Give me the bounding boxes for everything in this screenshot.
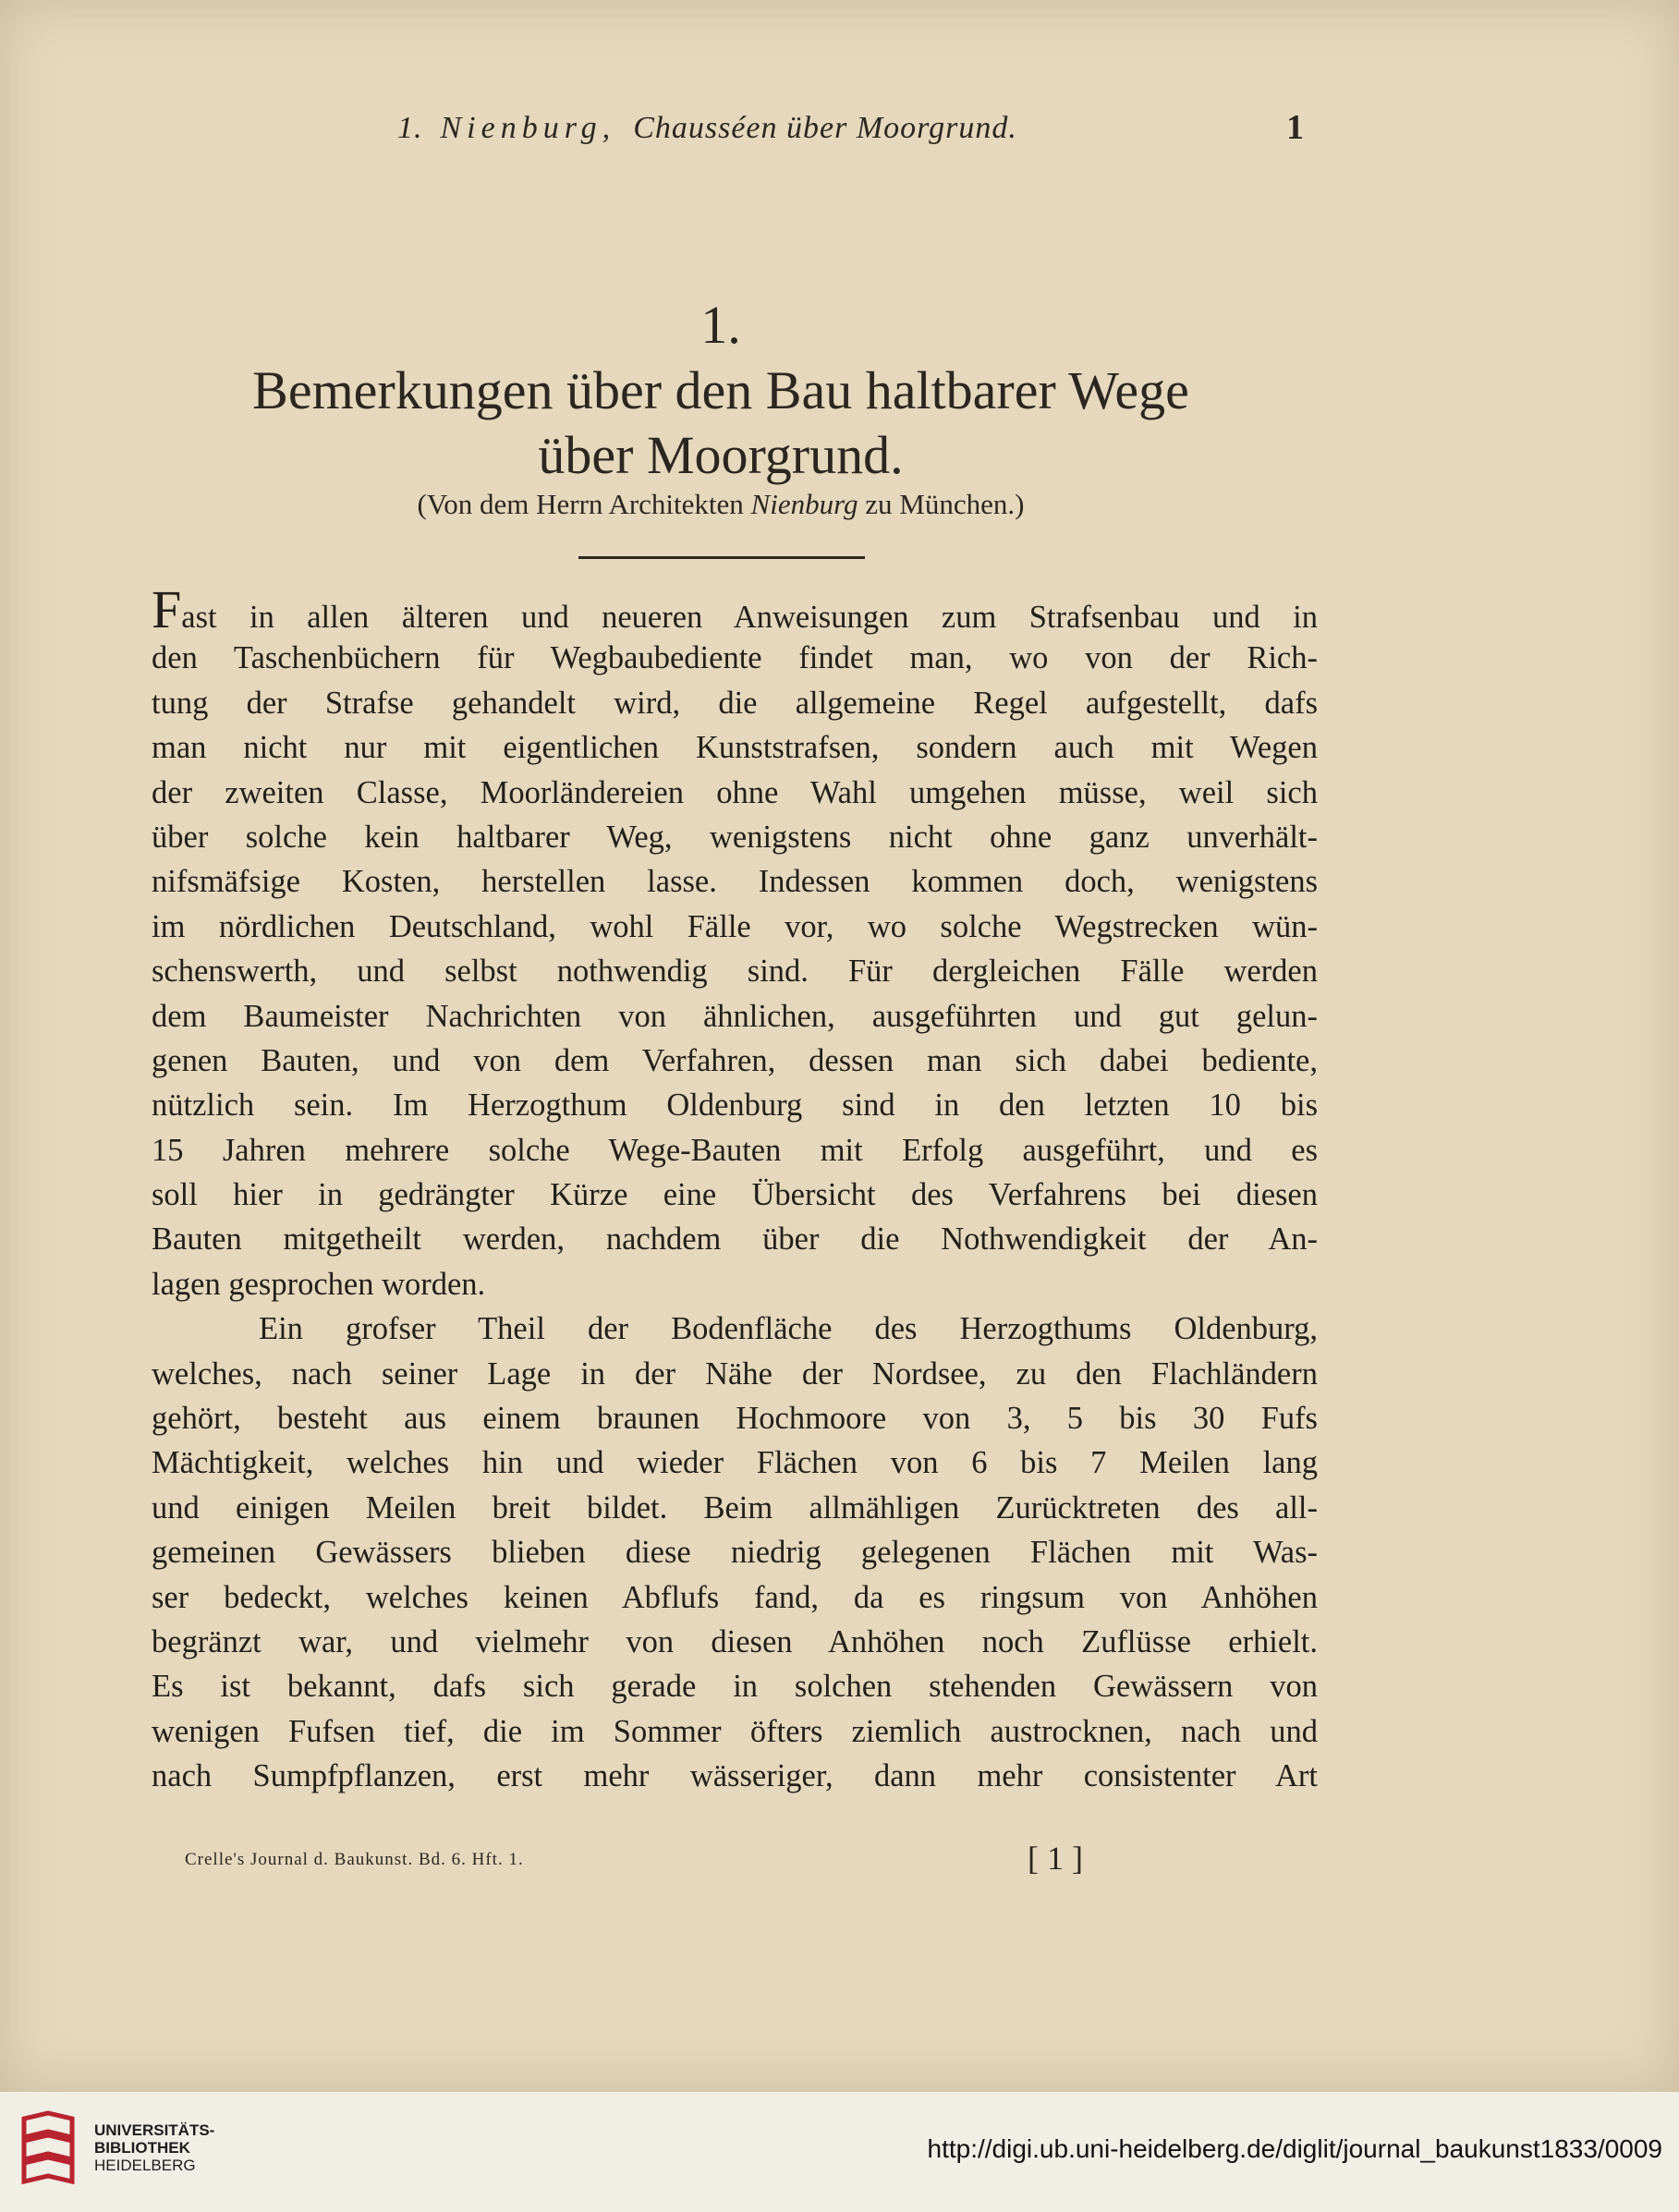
page-number: 1 — [1286, 108, 1304, 147]
text-line-content: tung der Strafse gehandelt wird, die allgemeine Regel aufgestellt, dafs — [152, 685, 1318, 721]
running-head — [397, 111, 1017, 146]
library-name-line-3: HEIDELBERG — [94, 2157, 196, 2174]
text-line-content: Es ist bekannt, dafs sich gerade in solchen stehenden Gewässern von — [152, 1669, 1318, 1705]
text-line-content: man nicht nur mit eigentlichen Kunststrafsen, sondern auch mit Wegen — [152, 730, 1318, 766]
text-line-content: soll hier in gedrängter Kürze eine Übersicht des Verfahrens bei diesen — [152, 1177, 1318, 1213]
text-line-content: lagen gesprochen worden. — [152, 1266, 486, 1302]
text-line — [152, 815, 1318, 859]
text-line — [152, 636, 1318, 680]
text-line — [152, 1217, 1318, 1261]
text-line-content: 15 Jahren mehrere solche Wege-Bauten mit Erfolg ausgeführt, und es — [152, 1132, 1318, 1168]
text-line — [152, 1039, 1318, 1083]
running-head-author: Nienburg, — [440, 111, 616, 145]
library-logo-icon — [17, 2109, 79, 2191]
text-line-content: Ein grofser Theil der Bodenfläche des Herzogthums Oldenburg, — [259, 1311, 1318, 1347]
byline — [0, 488, 1442, 521]
text-line — [152, 1173, 1318, 1217]
text-line-content: gehört, besteht aus einem braunen Hochmoore von 3, 5 bis 30 Fufs — [152, 1401, 1318, 1437]
text-line — [152, 1396, 1318, 1440]
library-name — [94, 2121, 214, 2174]
text-line — [152, 1530, 1318, 1574]
text-line-content: den Taschenbüchern für Wegbaubediente findet man, wo von der Rich- — [152, 640, 1318, 676]
running-head-subject: Chausséen über Moorgrund. — [633, 111, 1017, 145]
text-line — [152, 1262, 1318, 1307]
text-line-content: nifsmäfsige Kosten, herstellen lasse. Indessen kommen doch, wenigstens — [152, 864, 1318, 900]
text-line-content: wenigen Fufsen tief, die im Sommer öfters ziemlich austrocknen, nach und — [152, 1713, 1318, 1749]
article-title — [0, 359, 1442, 488]
title-line-2: über Moorgrund. — [538, 425, 904, 485]
chapter-number: 1. — [700, 295, 741, 355]
library-name-line-2: BIBLIOTHEK — [94, 2139, 190, 2157]
text-line — [152, 994, 1318, 1039]
text-line-content: ser bedeckt, welches keinen Abflufs fand, da es ringsum von Anhöhen — [152, 1579, 1318, 1615]
library-name-line-1: UNIVERSITÄTS- — [94, 2121, 215, 2139]
text-line-content: im nördlichen Deutschland, wohl Fälle vor, wo solche Wegstrecken wün- — [152, 908, 1318, 944]
text-line-content: nach Sumpfpflanzen, erst mehr wässeriger, dann mehr consistenter Art — [152, 1758, 1318, 1794]
text-line — [152, 1307, 1318, 1351]
text-line-content: über solche kein haltbarer Weg, wenigstens nicht ohne ganz unverhält- — [152, 819, 1318, 855]
title-rule — [578, 556, 865, 559]
text-line-content: und einigen Meilen breit bildet. Beim allmähligen Zurücktreten des all- — [152, 1489, 1318, 1525]
byline-author: Nienburg — [750, 488, 858, 520]
running-head-chapter: 1. — [397, 111, 423, 145]
text-line-content: Bauten mitgetheilt werden, nachdem über die Nothwendigkeit der An- — [152, 1221, 1318, 1258]
text-line — [152, 949, 1318, 993]
text-line — [152, 579, 1318, 639]
text-line — [152, 725, 1318, 770]
byline-suffix: zu München.) — [865, 488, 1025, 520]
text-line — [152, 1440, 1318, 1485]
title-line-1: Bemerkungen über den Bau haltbarer Wege — [252, 360, 1189, 420]
text-line — [152, 771, 1318, 815]
text-line — [152, 1709, 1318, 1754]
text-line — [152, 1754, 1318, 1798]
source-url-link[interactable]: http://digi.ub.uni-heidelberg.de/diglit/journal_baukunst1833/0009 — [927, 2134, 1662, 2163]
text-line — [152, 681, 1318, 725]
text-line-content: der zweiten Classe, Moorländereien ohne Wahl umgehen müsse, weil sich — [152, 774, 1318, 810]
byline-prefix: (Von dem Herrn Architekten — [417, 488, 744, 520]
body-text — [152, 579, 1318, 1799]
text-line — [152, 905, 1318, 949]
text-line-content: begränzt war, und vielmehr von diesen Anhöhen noch Zuflüsse erhielt. — [152, 1623, 1318, 1659]
text-line — [152, 1575, 1318, 1620]
text-line-content: nützlich sein. Im Herzogthum Oldenburg sind in den letzten 10 bis — [152, 1088, 1318, 1124]
text-line-content: welches, nach seiner Lage in der Nähe der Nordsee, zu den Flachländern — [152, 1355, 1318, 1392]
text-line-content: genen Bauten, und von dem Verfahren, dessen man sich dabei bediente, — [152, 1042, 1318, 1078]
text-line — [152, 1083, 1318, 1127]
text-line-content: schenswerth, und selbst nothwendig sind. Für dergleichen Fälle werden — [152, 954, 1318, 990]
text-line-content: ast in allen älteren und neueren Anweisungen zum Strafsenbau und in — [181, 600, 1318, 635]
text-line — [152, 1128, 1318, 1173]
text-line — [152, 1664, 1318, 1708]
drop-cap: F — [152, 579, 182, 639]
text-line — [152, 859, 1318, 904]
signature-mark: [ 1 ] — [1028, 1840, 1083, 1877]
text-line — [152, 1620, 1318, 1664]
text-line — [152, 1486, 1318, 1530]
text-line — [152, 1352, 1318, 1396]
text-line-content: dem Baumeister Nachrichten von ähnlichen, ausgeführten und gut gelun- — [152, 998, 1318, 1034]
journal-footer: Crelle's Journal d. Baukunst. Bd. 6. Hft. 1. — [185, 1850, 524, 1869]
text-line-content: Mächtigkeit, welches hin und wieder Flächen von 6 bis 7 Meilen lang — [152, 1445, 1318, 1481]
text-line-content: gemeinen Gewässers blieben diese niedrig gelegenen Flächen mit Was- — [152, 1535, 1318, 1571]
